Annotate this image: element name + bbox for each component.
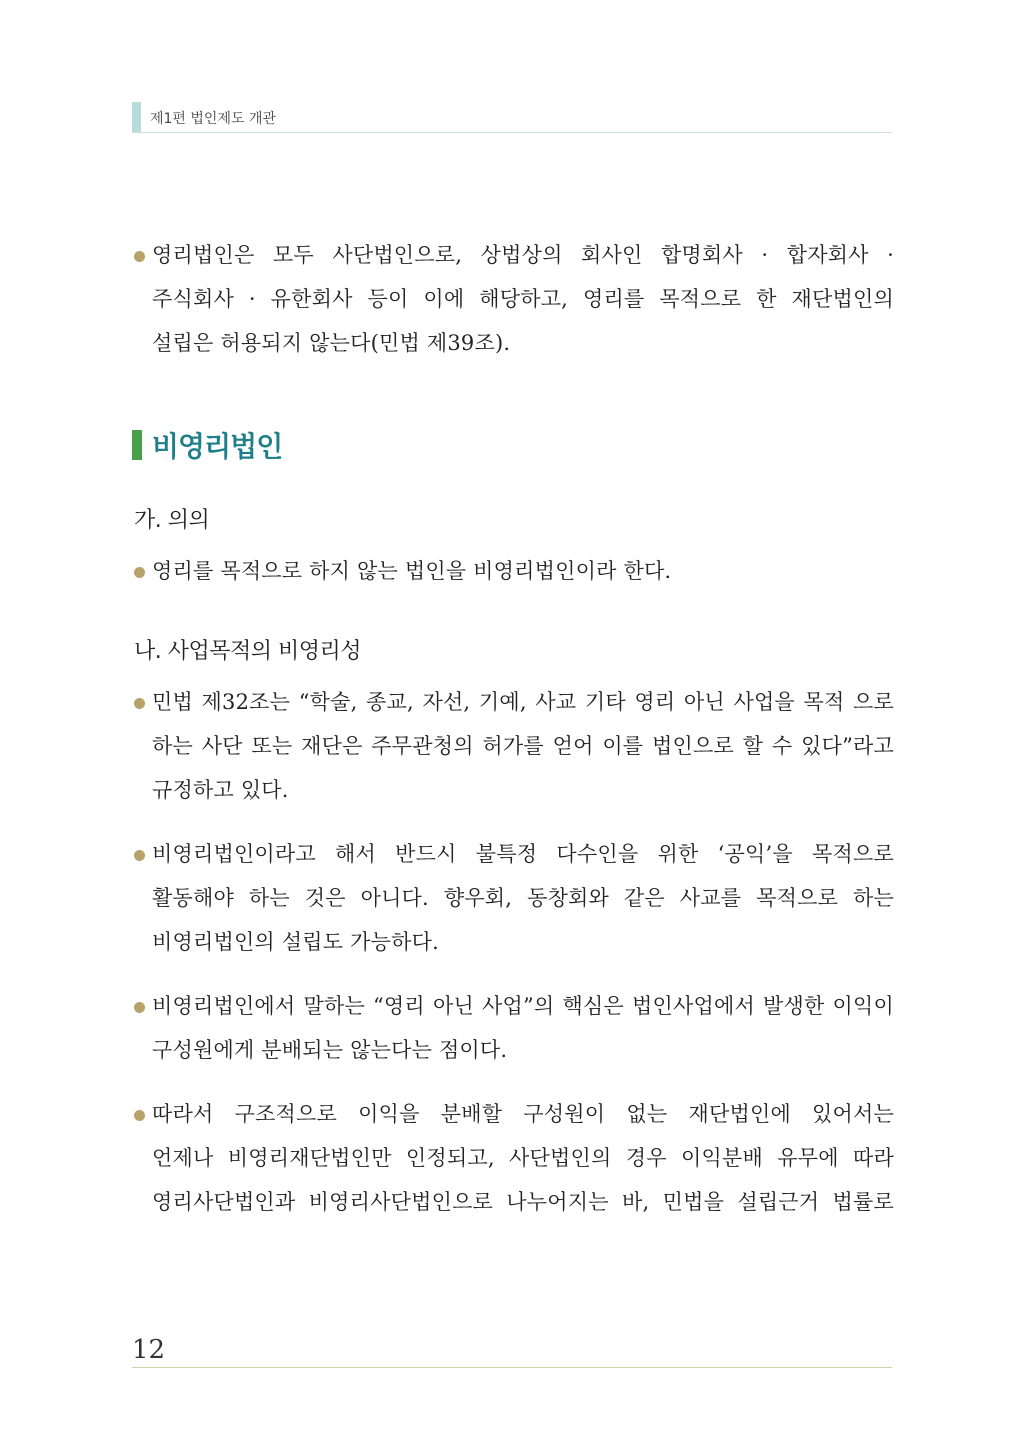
- bullet-icon: [134, 567, 145, 578]
- page-number: 12: [132, 1335, 166, 1365]
- intro-paragraph: [132, 233, 894, 365]
- bullet-icon: [134, 698, 145, 709]
- section-title-text: 비영리법인: [152, 430, 283, 463]
- bullet-icon: [134, 251, 145, 262]
- paragraph-line: 설립은 허용되지 않는다(민법 제39조).: [152, 331, 511, 355]
- section-marker: [132, 430, 142, 460]
- paragraph-line: 영리를 목적으로 하지 않는 법인을 비영리법인이라 한다.: [152, 559, 672, 583]
- public-interest-paragraph: [132, 832, 894, 964]
- paragraph-line: 주식회사 · 유한회사 등이 이에 해당하고, 영리를 목적으로 한 재단법인의: [152, 287, 894, 311]
- non-profit-core-paragraph: [132, 984, 894, 1072]
- paragraph-line: 비영리법인이라고 해서 반드시 불특정 다수인을 위한 ‘공익’을 목적으로: [152, 842, 894, 866]
- paragraph-line: 구성원에게 분배되는 않는다는 점이다.: [152, 1038, 508, 1062]
- definition-paragraph: [132, 549, 894, 593]
- paragraph-line: 언제나 비영리재단법인만 인정되고, 사단법인의 경우 이익분배 유무에 따라: [152, 1146, 894, 1170]
- paragraph-line: 영리법인은 모두 사단법인으로, 상법상의 회사인 합명회사 · 합자회사 ·: [152, 243, 894, 267]
- paragraph-line: 비영리법인에서 말하는 “영리 아닌 사업”의 핵심은 법인사업에서 발생한 이익이: [152, 994, 894, 1018]
- paragraph-line: 민법 제32조는 “학술, 종교, 자선, 기예, 사교 기타 영리 아닌 사업을 목적 으로: [152, 690, 894, 714]
- paragraph-line: 규정하고 있다.: [152, 778, 289, 802]
- paragraph-line: 비영리법인의 설립도 가능하다.: [152, 930, 439, 954]
- bullet-icon: [134, 850, 145, 861]
- paragraph-line: 영리사단법인과 비영리사단법인으로 나누어지는 바, 민법을 설립근거 법률로: [152, 1190, 894, 1214]
- running-header: [132, 102, 892, 133]
- paragraph-line: 따라서 구조적으로 이익을 분배할 구성원이 없는 재단법인에 있어서는: [152, 1102, 894, 1126]
- subsection-heading-b: 나. 사업목적의 비영리성: [134, 639, 362, 664]
- paragraph-line: 활동해야 하는 것은 아니다. 향우회, 동창회와 같은 사교를 목적으로 하는: [152, 886, 894, 910]
- header-marker: [132, 102, 141, 132]
- subsection-heading-a: 가. 의의: [134, 508, 210, 533]
- bullet-icon: [134, 1002, 145, 1013]
- bullet-icon: [134, 1110, 145, 1121]
- foundation-paragraph: [132, 1092, 894, 1224]
- running-title: 제1편 법인제도 개관: [150, 111, 276, 127]
- paragraph-line: 하는 사단 또는 재단은 주무관청의 허가를 얻어 이를 법인으로 할 수 있다”라고: [152, 734, 894, 758]
- page-footer: [132, 1335, 892, 1368]
- civil-code-paragraph: [132, 680, 894, 812]
